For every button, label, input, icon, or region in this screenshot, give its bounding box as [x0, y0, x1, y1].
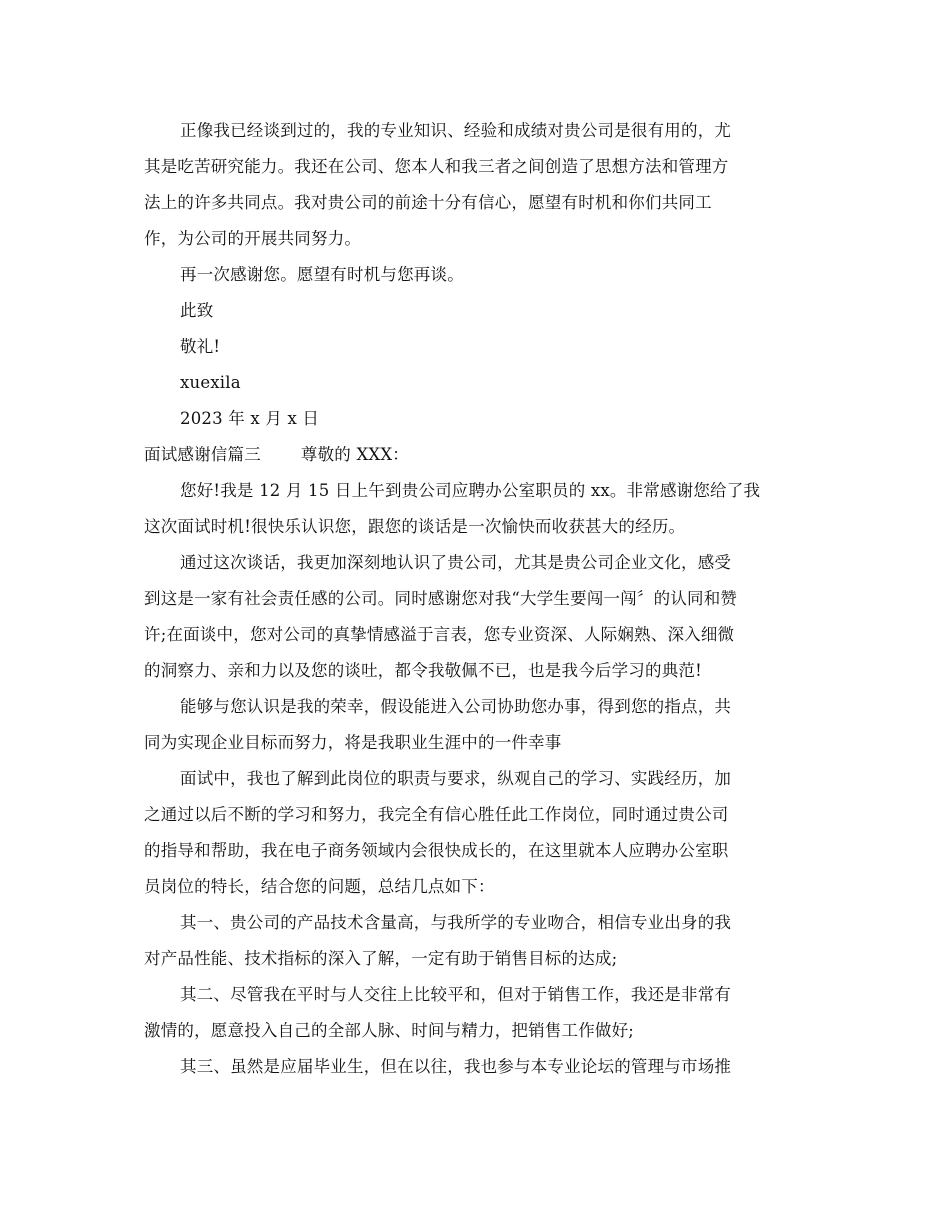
text-line-22: 员岗位的特长，结合您的问题，总结几点如下：: [144, 877, 495, 896]
text-line-18: 同为实现企业目标而努力，将是我职业生涯中的一件幸事: [144, 733, 562, 752]
text-line-4: 作，为公司的开展共同努力。: [144, 229, 362, 248]
text-line-5: 再一次感谢您。愿望有时机与您再谈。: [180, 265, 464, 284]
signature-date: 2023 年 x 月 x 日: [180, 409, 320, 428]
closing-regards: 敬礼!: [180, 337, 221, 356]
section-greeting: 尊敬的 XXX：: [300, 445, 409, 464]
text-line-12: 这次面试时机!很快乐认识您，跟您的谈话是一次愉快而收获甚大的经历。: [144, 517, 686, 536]
text-line-21: 的指导和帮助，我在电子商务领域内会很快成长的，在这里就本人应聘办公室职: [144, 841, 729, 860]
signature-name: xuexila: [180, 373, 241, 392]
section-heading-line: [144, 444, 409, 466]
text-line-19: 面试中，我也了解到此岗位的职责与要求，纵观自己的学习、实践经历，加: [180, 769, 732, 788]
text-line-27: 其三、虽然是应届毕业生，但在以往，我也参与本专业论坛的管理与市场推: [180, 1057, 732, 1076]
text-line-3: 法上的许多共同点。我对贵公司的前途十分有信心，愿望有时机和你们共同工: [144, 193, 712, 212]
text-line-2: 其是吃苦研究能力。我还在公司、您本人和我三者之间创造了思想方法和管理方: [144, 157, 729, 176]
text-line-26: 激情的，愿意投入自己的全部人脉、时间与精力，把销售工作做好;: [144, 1021, 635, 1040]
section-title: 面试感谢信篇三: [144, 445, 261, 464]
text-line-25: 其二、尽管我在平时与人交往上比较平和，但对于销售工作，我还是非常有: [180, 985, 732, 1004]
text-line-15: 许;在面谈中，您对公司的真挚情感溢于言表，您专业资深、人际娴熟、深入细微: [144, 625, 735, 644]
text-line-16: 的洞察力、亲和力以及您的谈吐，都令我敬佩不已，也是我今后学习的典范!: [144, 661, 702, 680]
text-line-13: 通过这次谈话，我更加深刻地认识了贵公司，尤其是贵公司企业文化，感受: [180, 553, 732, 572]
text-line-14: 到这是一家有社会责任感的公司。同时感谢您对我“大学生要闯一闯〞的认同和赞: [144, 589, 738, 608]
text-line-23: 其一、贵公司的产品技术含量高，与我所学的专业吻合，相信专业出身的我: [180, 913, 732, 932]
text-line-20: 之通过以后不断的学习和努力，我完全有信心胜任此工作岗位，同时通过贵公司: [144, 805, 729, 824]
text-line-17: 能够与您认识是我的荣幸，假设能进入公司协助您办事，得到您的指点，共: [180, 697, 732, 716]
closing-salutation: 此致: [180, 301, 214, 320]
text-line-1: 正像我已经谈到过的，我的专业知识、经验和成绩对贵公司是很有用的，尤: [180, 121, 732, 140]
text-line-11: 您好!我是 12 月 15 日上午到贵公司应聘办公室职员的 xx。非常感谢您给了我: [180, 481, 761, 500]
text-line-24: 对产品性能、技术指标的深入了解，一定有助于销售目标的达成;: [144, 949, 618, 968]
